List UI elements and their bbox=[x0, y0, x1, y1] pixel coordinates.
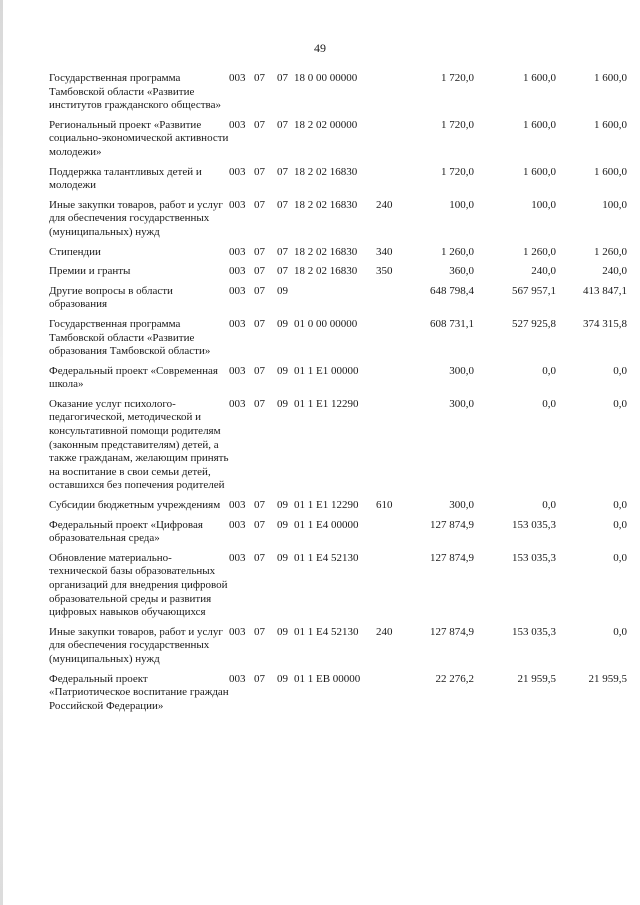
subsection-code: 07 bbox=[277, 245, 288, 258]
admin-code: 003 bbox=[229, 364, 246, 377]
scan-edge bbox=[0, 0, 3, 905]
amount-year-1: 1 720,0 bbox=[441, 118, 474, 131]
table-row bbox=[49, 318, 627, 365]
section-code: 07 bbox=[254, 625, 265, 638]
admin-code: 003 bbox=[229, 165, 246, 178]
amount-year-1: 127 874,9 bbox=[430, 518, 474, 531]
admin-code: 003 bbox=[229, 397, 246, 410]
expense-type-code bbox=[376, 552, 404, 626]
amount-year-1: 360,0 bbox=[449, 265, 474, 278]
amount-year-3: 0,0 bbox=[613, 364, 627, 377]
amount-year-1: 1 260,0 bbox=[441, 245, 474, 258]
admin-code: 003 bbox=[229, 672, 246, 685]
section-code: 07 bbox=[254, 518, 265, 531]
table-row bbox=[49, 119, 627, 166]
expense-type-code bbox=[376, 365, 404, 398]
amount-year-2: 527 925,8 bbox=[512, 317, 556, 330]
row-name: Государственная программа Тамбовской области «Развитие институтов гражданского общества» bbox=[49, 72, 221, 112]
subsection-code: 07 bbox=[277, 198, 288, 211]
subsection-code: 09 bbox=[277, 499, 288, 512]
amount-year-3: 100,0 bbox=[602, 198, 627, 211]
subsection-code: 09 bbox=[277, 625, 288, 638]
subsection-code: 07 bbox=[277, 118, 288, 131]
expense-type-code bbox=[376, 519, 404, 552]
table-row bbox=[49, 72, 627, 119]
target-article-code: 01 1 E1 12290 bbox=[294, 499, 359, 512]
expense-type-code bbox=[376, 318, 404, 365]
subsection-code: 09 bbox=[277, 397, 288, 410]
amount-year-2: 1 600,0 bbox=[523, 165, 556, 178]
subsection-code: 09 bbox=[277, 672, 288, 685]
section-code: 07 bbox=[254, 672, 265, 685]
subsection-code: 09 bbox=[277, 284, 288, 297]
amount-year-3: 1 600,0 bbox=[594, 118, 627, 131]
target-article-code: 01 1 EB 00000 bbox=[294, 672, 361, 685]
amount-year-1: 127 874,9 bbox=[430, 551, 474, 564]
amount-year-3: 0,0 bbox=[613, 551, 627, 564]
table-row bbox=[49, 673, 627, 720]
amount-year-1: 127 874,9 bbox=[430, 625, 474, 638]
amount-year-3: 413 847,1 bbox=[583, 284, 627, 297]
amount-year-2: 0,0 bbox=[542, 364, 556, 377]
subsection-code: 09 bbox=[277, 518, 288, 531]
expense-type-code bbox=[376, 119, 404, 166]
admin-code: 003 bbox=[229, 518, 246, 531]
page-number: 49 bbox=[314, 41, 326, 55]
amount-year-1: 100,0 bbox=[449, 198, 474, 211]
amount-year-2: 0,0 bbox=[542, 499, 556, 512]
expense-type-code: 240 bbox=[376, 625, 393, 638]
amount-year-1: 300,0 bbox=[449, 499, 474, 512]
admin-code: 003 bbox=[229, 625, 246, 638]
section-code: 07 bbox=[254, 265, 265, 278]
target-article-code: 18 2 02 16830 bbox=[294, 165, 358, 178]
table-row bbox=[49, 519, 627, 552]
admin-code: 003 bbox=[229, 72, 246, 84]
row-name: Иные закупки товаров, работ и услуг для обеспечения государственных (муниципальных) нужд bbox=[49, 625, 223, 665]
row-name: Оказание услуг психолого-педагогической, методической и консультативной помощи родителям (законным представителям) детей, а также гражданам, желающим принять на воспитание в свои семьи детей, оставшихся без попечения родителей bbox=[49, 397, 229, 492]
subsection-code: 07 bbox=[277, 72, 288, 84]
table-row bbox=[49, 365, 627, 398]
table-row bbox=[49, 246, 627, 266]
amount-year-2: 153 035,3 bbox=[512, 625, 556, 638]
amount-year-2: 21 959,5 bbox=[517, 672, 556, 685]
amount-year-1: 300,0 bbox=[449, 364, 474, 377]
budget-table bbox=[49, 72, 627, 719]
expense-type-code: 240 bbox=[376, 198, 393, 211]
row-name: Премии и гранты bbox=[49, 265, 131, 278]
admin-code: 003 bbox=[229, 245, 246, 258]
target-article-code: 01 1 E4 52130 bbox=[294, 551, 359, 564]
subsection-code: 07 bbox=[277, 265, 288, 278]
section-code: 07 bbox=[254, 551, 265, 564]
amount-year-2: 153 035,3 bbox=[512, 551, 556, 564]
target-article-code bbox=[294, 285, 376, 318]
row-name: Иные закупки товаров, работ и услуг для обеспечения государственных (муниципальных) нужд bbox=[49, 198, 223, 238]
target-article-code: 01 1 E4 00000 bbox=[294, 518, 359, 531]
expense-type-code bbox=[376, 166, 404, 199]
expense-type-code bbox=[376, 285, 404, 318]
admin-code: 003 bbox=[229, 118, 246, 131]
table-row bbox=[49, 626, 627, 673]
target-article-code: 01 1 E1 00000 bbox=[294, 364, 359, 377]
section-code: 07 bbox=[254, 118, 265, 131]
amount-year-1: 300,0 bbox=[449, 397, 474, 410]
admin-code: 003 bbox=[229, 198, 246, 211]
row-name: Субсидии бюджетным учреждениям bbox=[49, 499, 221, 512]
target-article-code: 18 2 02 16830 bbox=[294, 198, 358, 211]
amount-year-1: 22 276,2 bbox=[435, 672, 474, 685]
subsection-code: 09 bbox=[277, 317, 288, 330]
amount-year-2: 1 260,0 bbox=[523, 245, 556, 258]
amount-year-2: 100,0 bbox=[531, 198, 556, 211]
amount-year-2: 1 600,0 bbox=[523, 72, 556, 84]
admin-code: 003 bbox=[229, 265, 246, 278]
target-article-code: 18 2 02 16830 bbox=[294, 245, 358, 258]
row-name: Региональный проект «Развитие социально-экономической активности молодежи» bbox=[49, 118, 229, 158]
table-row bbox=[49, 265, 627, 285]
row-name: Федеральный проект «Патриотическое воспитание граждан Российской Федерации» bbox=[49, 672, 229, 712]
admin-code: 003 bbox=[229, 317, 246, 330]
amount-year-1: 1 720,0 bbox=[441, 72, 474, 84]
section-code: 07 bbox=[254, 364, 265, 377]
row-name: Государственная программа Тамбовской области «Развитие образования Тамбовской области» bbox=[49, 317, 211, 358]
table-row bbox=[49, 552, 627, 626]
section-code: 07 bbox=[254, 499, 265, 512]
target-article-code: 18 2 02 00000 bbox=[294, 118, 358, 131]
admin-code: 003 bbox=[229, 551, 246, 564]
admin-code: 003 bbox=[229, 499, 246, 512]
table-row bbox=[49, 199, 627, 246]
amount-year-3: 21 959,5 bbox=[588, 672, 627, 685]
table-row bbox=[49, 499, 627, 519]
section-code: 07 bbox=[254, 284, 265, 297]
row-name: Поддержка талантливых детей и молодежи bbox=[49, 165, 202, 192]
amount-year-3: 1 600,0 bbox=[594, 72, 627, 84]
amount-year-2: 0,0 bbox=[542, 397, 556, 410]
subsection-code: 09 bbox=[277, 364, 288, 377]
table-row bbox=[49, 285, 627, 318]
expense-type-code: 350 bbox=[376, 265, 393, 278]
subsection-code: 07 bbox=[277, 165, 288, 178]
budget-table-body bbox=[49, 72, 627, 719]
section-code: 07 bbox=[254, 245, 265, 258]
expense-type-code: 340 bbox=[376, 245, 393, 258]
amount-year-2: 567 957,1 bbox=[512, 284, 556, 297]
amount-year-2: 1 600,0 bbox=[523, 118, 556, 131]
admin-code: 003 bbox=[229, 284, 246, 297]
expense-type-code bbox=[376, 72, 404, 119]
expense-type-code: 610 bbox=[376, 499, 393, 512]
section-code: 07 bbox=[254, 165, 265, 178]
row-name: Другие вопросы в области образования bbox=[49, 284, 173, 311]
row-name: Федеральный проект «Современная школа» bbox=[49, 364, 218, 391]
amount-year-3: 0,0 bbox=[613, 499, 627, 512]
section-code: 07 bbox=[254, 397, 265, 410]
subsection-code: 09 bbox=[277, 551, 288, 564]
table-row bbox=[49, 166, 627, 199]
target-article-code: 01 0 00 00000 bbox=[294, 317, 358, 330]
amount-year-3: 0,0 bbox=[613, 397, 627, 410]
target-article-code: 01 1 E1 12290 bbox=[294, 397, 359, 410]
target-article-code: 18 0 00 00000 bbox=[294, 72, 358, 84]
target-article-code: 01 1 E4 52130 bbox=[294, 625, 359, 638]
section-code: 07 bbox=[254, 198, 265, 211]
amount-year-2: 240,0 bbox=[531, 265, 556, 278]
row-name: Обновление материально-технической базы образовательных организаций для внедрения цифровой образовательной среды и развития цифровых навыков обучающихся bbox=[49, 551, 228, 619]
amount-year-3: 1 260,0 bbox=[594, 245, 627, 258]
amount-year-3: 1 600,0 bbox=[594, 165, 627, 178]
section-code: 07 bbox=[254, 317, 265, 330]
expense-type-code bbox=[376, 673, 404, 720]
row-name: Стипендии bbox=[49, 245, 101, 258]
amount-year-3: 0,0 bbox=[613, 625, 627, 638]
amount-year-1: 1 720,0 bbox=[441, 165, 474, 178]
amount-year-2: 153 035,3 bbox=[512, 518, 556, 531]
amount-year-1: 608 731,1 bbox=[430, 317, 474, 330]
amount-year-3: 0,0 bbox=[613, 518, 627, 531]
amount-year-3: 374 315,8 bbox=[583, 317, 627, 330]
expense-type-code bbox=[376, 398, 404, 499]
amount-year-3: 240,0 bbox=[602, 265, 627, 278]
table-row bbox=[49, 398, 627, 499]
amount-year-1: 648 798,4 bbox=[430, 284, 474, 297]
target-article-code: 18 2 02 16830 bbox=[294, 265, 358, 278]
row-name: Федеральный проект «Цифровая образовательная среда» bbox=[49, 518, 203, 545]
section-code: 07 bbox=[254, 72, 265, 84]
